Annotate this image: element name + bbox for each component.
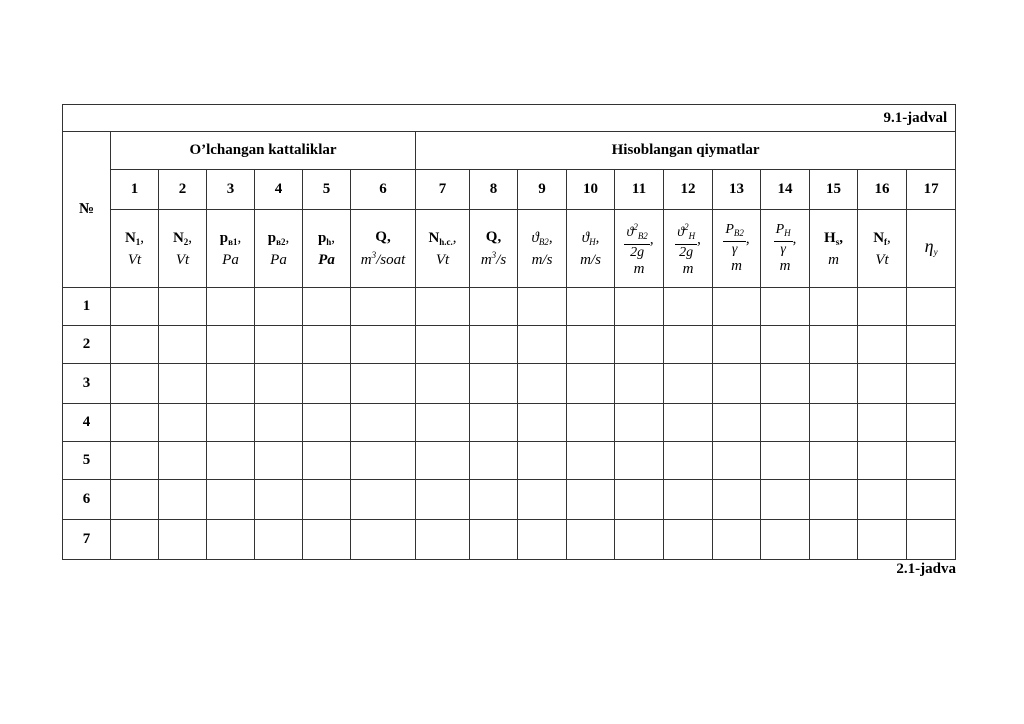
column-number: 13 bbox=[713, 170, 761, 210]
table-cell[interactable] bbox=[111, 442, 159, 480]
table-cell[interactable] bbox=[858, 326, 907, 364]
table-cell[interactable] bbox=[303, 404, 351, 442]
table-cell[interactable] bbox=[518, 288, 567, 326]
table-cell[interactable] bbox=[351, 404, 416, 442]
table-cell[interactable] bbox=[761, 480, 810, 520]
table-cell[interactable] bbox=[713, 442, 761, 480]
table-cell[interactable] bbox=[810, 480, 858, 520]
table-cell[interactable] bbox=[255, 404, 303, 442]
row-number: 2 bbox=[63, 326, 111, 364]
table-cell[interactable] bbox=[518, 480, 567, 520]
table-cell[interactable] bbox=[858, 364, 907, 404]
table-cell[interactable] bbox=[303, 326, 351, 364]
symbol-header-n2: $N_2$, Vt bbox=[159, 210, 207, 288]
table-cell[interactable] bbox=[713, 326, 761, 364]
table-cell[interactable] bbox=[810, 442, 858, 480]
row-number: 1 bbox=[63, 288, 111, 326]
column-number: 7 bbox=[416, 170, 470, 210]
table-cell[interactable] bbox=[761, 404, 810, 442]
table-cell[interactable] bbox=[907, 364, 956, 404]
table-cell[interactable] bbox=[159, 288, 207, 326]
table-cell[interactable] bbox=[810, 326, 858, 364]
table-cell[interactable] bbox=[111, 520, 159, 560]
table-cell[interactable] bbox=[907, 520, 956, 560]
table-cell[interactable] bbox=[518, 442, 567, 480]
table-cell[interactable] bbox=[615, 442, 664, 480]
column-number: 15 bbox=[810, 170, 858, 210]
table-cell[interactable] bbox=[858, 288, 907, 326]
table-cell[interactable] bbox=[255, 442, 303, 480]
symbol-header-pv1: $p_{в1}$, Pa bbox=[207, 210, 255, 288]
table-row bbox=[63, 404, 956, 442]
column-number: 10 bbox=[567, 170, 615, 210]
row-number: 7 bbox=[63, 520, 111, 560]
table-cell[interactable] bbox=[303, 288, 351, 326]
measurement-table bbox=[62, 104, 956, 560]
table-cell[interactable] bbox=[761, 288, 810, 326]
symbol-header-vh: $ϑ_H$, m/s bbox=[567, 210, 615, 288]
table-cell[interactable] bbox=[470, 520, 518, 560]
symbol-header-q-sec: Q, $m^3/s$ bbox=[470, 210, 518, 288]
column-number-row bbox=[63, 170, 956, 210]
table-cell[interactable] bbox=[470, 326, 518, 364]
table-cell[interactable] bbox=[713, 520, 761, 560]
table-cell[interactable] bbox=[111, 326, 159, 364]
table-cell[interactable] bbox=[713, 288, 761, 326]
table-cell[interactable] bbox=[159, 480, 207, 520]
table-row bbox=[63, 442, 956, 480]
column-number: 17 bbox=[907, 170, 956, 210]
table-cell[interactable] bbox=[351, 326, 416, 364]
table-cell[interactable] bbox=[518, 520, 567, 560]
table-cell[interactable] bbox=[255, 480, 303, 520]
table-cell[interactable] bbox=[810, 364, 858, 404]
calculated-group-header: Hisoblangan qiymatlar bbox=[416, 132, 956, 170]
table-cell[interactable] bbox=[470, 442, 518, 480]
symbol-header-n1: $N_1$, Vt bbox=[111, 210, 159, 288]
column-number: 5 bbox=[303, 170, 351, 210]
table-cell[interactable] bbox=[207, 326, 255, 364]
table-cell[interactable] bbox=[615, 288, 664, 326]
table-cell[interactable] bbox=[255, 326, 303, 364]
table-cell[interactable] bbox=[567, 520, 615, 560]
table-cell[interactable] bbox=[207, 520, 255, 560]
row-number: 6 bbox=[63, 480, 111, 520]
table-cell[interactable] bbox=[416, 480, 470, 520]
table-cell[interactable] bbox=[159, 364, 207, 404]
table-cell[interactable] bbox=[111, 480, 159, 520]
column-number: 12 bbox=[664, 170, 713, 210]
row-number: 4 bbox=[63, 404, 111, 442]
symbol-row bbox=[63, 210, 956, 288]
table-caption: 9.1-jadval bbox=[63, 105, 956, 132]
table-cell[interactable] bbox=[111, 404, 159, 442]
table-cell[interactable] bbox=[207, 480, 255, 520]
table-cell[interactable] bbox=[416, 364, 470, 404]
number-sign-header: № bbox=[63, 132, 111, 288]
table-cell[interactable] bbox=[664, 442, 713, 480]
column-number: 16 bbox=[858, 170, 907, 210]
table-cell[interactable] bbox=[567, 288, 615, 326]
table-cell[interactable] bbox=[810, 520, 858, 560]
symbol-header-nf: $N_f$, Vt bbox=[858, 210, 907, 288]
table-cell[interactable] bbox=[615, 520, 664, 560]
table-cell[interactable] bbox=[470, 364, 518, 404]
symbol-header-hs: $H_s$, m bbox=[810, 210, 858, 288]
column-number: 8 bbox=[470, 170, 518, 210]
table-cell[interactable] bbox=[907, 480, 956, 520]
table-cell[interactable] bbox=[858, 480, 907, 520]
table-cell[interactable] bbox=[810, 288, 858, 326]
table-cell[interactable] bbox=[713, 404, 761, 442]
table-cell[interactable] bbox=[907, 442, 956, 480]
table-cell[interactable] bbox=[207, 404, 255, 442]
table-row bbox=[63, 520, 956, 560]
table-cell[interactable] bbox=[567, 480, 615, 520]
table-row bbox=[63, 288, 956, 326]
table-cell[interactable] bbox=[470, 404, 518, 442]
table-cell[interactable] bbox=[351, 442, 416, 480]
table-row bbox=[63, 326, 956, 364]
table-cell[interactable] bbox=[567, 404, 615, 442]
table-cell[interactable] bbox=[159, 442, 207, 480]
table-cell[interactable] bbox=[111, 288, 159, 326]
table-cell[interactable] bbox=[255, 288, 303, 326]
table-cell[interactable] bbox=[303, 364, 351, 404]
column-number: 9 bbox=[518, 170, 567, 210]
table-cell[interactable] bbox=[351, 288, 416, 326]
table-cell[interactable] bbox=[416, 326, 470, 364]
table-cell[interactable] bbox=[416, 520, 470, 560]
column-number: 6 bbox=[351, 170, 416, 210]
measured-group-header: O’lchangan kattaliklar bbox=[111, 132, 416, 170]
symbol-header-pb2-over-gamma: $\frac{P_{B2}}{\gamma}$ , m bbox=[713, 210, 761, 288]
table-cell[interactable] bbox=[416, 404, 470, 442]
table-cell[interactable] bbox=[615, 326, 664, 364]
table-cell[interactable] bbox=[159, 404, 207, 442]
table-cell[interactable] bbox=[111, 364, 159, 404]
table-cell[interactable] bbox=[255, 364, 303, 404]
symbol-header-vb2-sq-over-2g: $\frac{ϑ^2_{B2}}{2g}$ , m bbox=[615, 210, 664, 288]
table-cell[interactable] bbox=[713, 480, 761, 520]
table-cell[interactable] bbox=[255, 520, 303, 560]
table-cell[interactable] bbox=[858, 520, 907, 560]
table-cell[interactable] bbox=[567, 364, 615, 404]
symbol-header-vb2: $ϑ_{B2}$, m/s bbox=[518, 210, 567, 288]
table-cell[interactable] bbox=[351, 520, 416, 560]
table-cell[interactable] bbox=[907, 404, 956, 442]
table-cell[interactable] bbox=[567, 326, 615, 364]
symbol-header-pv2: $p_{в2}$, Pa bbox=[255, 210, 303, 288]
table-cell[interactable] bbox=[810, 404, 858, 442]
table-cell[interactable] bbox=[907, 288, 956, 326]
table-cell[interactable] bbox=[518, 404, 567, 442]
table-cell[interactable] bbox=[713, 364, 761, 404]
symbol-header-vh-sq-over-2g: $\frac{ϑ^2_H}{2g}$ , m bbox=[664, 210, 713, 288]
table-cell[interactable] bbox=[761, 442, 810, 480]
table-cell[interactable] bbox=[858, 404, 907, 442]
symbol-header-nhc: $N_{h.c.}$, Vt bbox=[416, 210, 470, 288]
table-cell[interactable] bbox=[351, 364, 416, 404]
table-cell[interactable] bbox=[207, 364, 255, 404]
table-cell[interactable] bbox=[159, 326, 207, 364]
table-cell[interactable] bbox=[518, 364, 567, 404]
table-cell[interactable] bbox=[416, 288, 470, 326]
symbol-header-ph: $p_h$, Pa bbox=[303, 210, 351, 288]
table-cell[interactable] bbox=[664, 326, 713, 364]
table-cell[interactable] bbox=[351, 480, 416, 520]
table-row bbox=[63, 480, 956, 520]
table-cell[interactable] bbox=[303, 520, 351, 560]
symbol-header-ph-over-gamma: $\frac{P_H}{\gamma}$ , m bbox=[761, 210, 810, 288]
table-caption-bottom: 2.1-jadva bbox=[896, 561, 956, 577]
row-number: 3 bbox=[63, 364, 111, 404]
table-cell[interactable] bbox=[567, 442, 615, 480]
table-cell[interactable] bbox=[761, 326, 810, 364]
column-number: 14 bbox=[761, 170, 810, 210]
table-cell[interactable] bbox=[858, 442, 907, 480]
table-cell[interactable] bbox=[470, 288, 518, 326]
table-cell[interactable] bbox=[761, 364, 810, 404]
table-cell[interactable] bbox=[303, 442, 351, 480]
table-cell[interactable] bbox=[664, 520, 713, 560]
table-cell[interactable] bbox=[159, 520, 207, 560]
table-cell[interactable] bbox=[664, 288, 713, 326]
table-cell[interactable] bbox=[470, 480, 518, 520]
column-number: 2 bbox=[159, 170, 207, 210]
column-number: 11 bbox=[615, 170, 664, 210]
table-row bbox=[63, 364, 956, 404]
table-cell[interactable] bbox=[615, 480, 664, 520]
table-cell[interactable] bbox=[416, 442, 470, 480]
table-cell[interactable] bbox=[303, 480, 351, 520]
row-number: 5 bbox=[63, 442, 111, 480]
table-cell[interactable] bbox=[664, 364, 713, 404]
table-cell[interactable] bbox=[518, 326, 567, 364]
table-cell[interactable] bbox=[664, 404, 713, 442]
column-number: 4 bbox=[255, 170, 303, 210]
table-cell[interactable] bbox=[761, 520, 810, 560]
symbol-header-eta: $\eta_y$ bbox=[907, 210, 956, 288]
table-cell[interactable] bbox=[615, 404, 664, 442]
table-cell[interactable] bbox=[907, 326, 956, 364]
table-cell[interactable] bbox=[207, 288, 255, 326]
table-cell[interactable] bbox=[615, 364, 664, 404]
symbol-header-q-hour: Q, $m^3$/soat bbox=[351, 210, 416, 288]
table-cell[interactable] bbox=[207, 442, 255, 480]
column-number: 1 bbox=[111, 170, 159, 210]
column-number: 3 bbox=[207, 170, 255, 210]
table-cell[interactable] bbox=[664, 480, 713, 520]
